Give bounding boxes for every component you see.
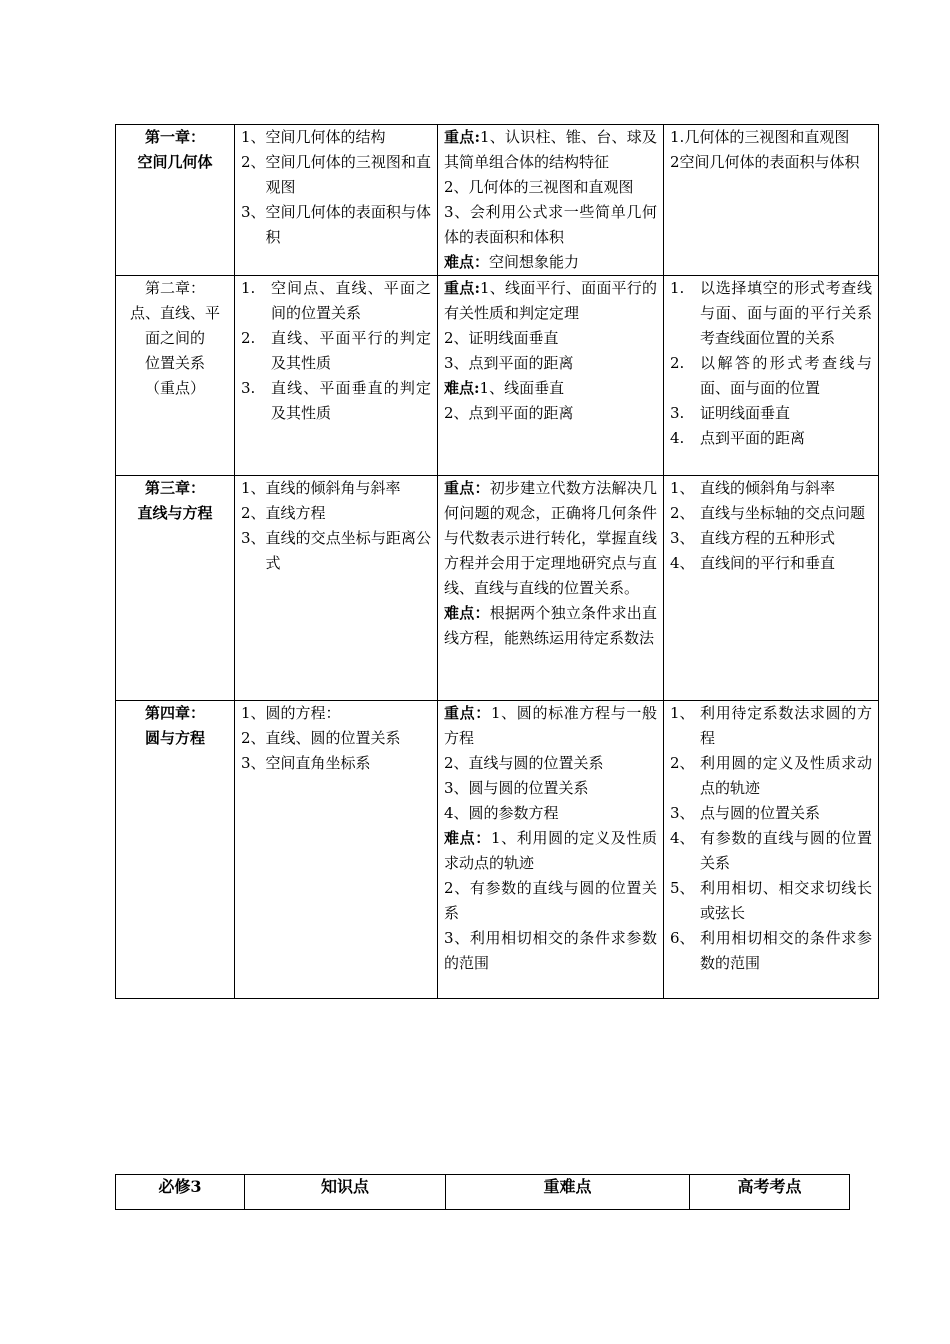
list-item [670,501,872,526]
item-number: 2、 [241,729,266,747]
header-cell-key-difficult: 重难点 [446,1175,690,1210]
chapter-cell [116,276,235,476]
list-item [241,376,431,426]
chapter-number: 第二章： [144,279,205,297]
header-cell-knowledge: 知识点 [245,1175,446,1210]
chapter-name: 点、直线、平 [129,304,220,322]
difficult-text: 1、利用圆的定义及性质求动点的轨迹 [444,829,657,872]
item-list [670,276,872,451]
list-item [670,876,872,926]
difficult-text: 2、有参数的直线与圆的位置关系 [444,879,657,922]
item-text: 利用待定系数法求圆的方程 [700,704,872,747]
key-text: 2、几何体的三视图和直观图 [444,178,634,196]
item-text: 空间几何体的三视图和直观图 [265,153,431,196]
item-list [241,476,431,576]
item-list [241,125,431,250]
list-item [670,426,872,451]
item-number: 3. [670,404,685,422]
chapter-number: 第三章： [144,479,205,497]
item-number: 3、 [241,754,266,772]
list-item [241,476,431,501]
item-text: 直线、平面垂直的判定及其性质 [271,379,431,422]
item-number: 1. [241,279,256,297]
chapter-cell [116,125,235,276]
key-text: 2、证明线面垂直 [444,329,559,347]
item-text: 直线、平面平行的判定及其性质 [271,329,431,372]
item-number: 3. [241,379,256,397]
header-cell-exam-points: 高考考点 [690,1175,850,1210]
list-item [241,276,431,326]
list-item [670,526,872,551]
item-text: 点到平面的距离 [700,429,806,447]
item-text: 空间几何体的表面积与体积 [679,153,860,171]
exam-points-cell [664,125,879,276]
key-label: 重点: [444,279,480,297]
item-text: 证明线面垂直 [700,404,791,422]
list-item [241,701,431,726]
list-item [241,501,431,526]
key-label: 重点： [444,479,490,497]
item-number: 2、 [241,153,266,171]
item-text: 有参数的直线与圆的位置关系 [700,829,872,872]
key-text: 2、直线与圆的位置关系 [444,754,604,772]
key-points [444,125,657,250]
difficult-label: 难点: [444,379,480,397]
item-text: 空间几何体的结构 [265,128,386,146]
item-text: 利用相切相交的条件求参数的范围 [700,929,872,972]
key-label: 重点： [444,704,491,722]
item-number: 2、 [670,754,695,772]
chapter-number: 第四章： [144,704,205,722]
item-number: 1、 [670,479,695,497]
key-text: 1、圆的标准方程与一般方程 [444,704,657,747]
list-item [241,726,431,751]
item-number: 3、 [241,203,266,221]
item-text: 直线与坐标轴的交点问题 [700,504,866,522]
item-list [241,276,431,426]
difficult-text: 2、点到平面的距离 [444,404,574,422]
list-item [670,826,872,876]
key-difficult-cell [438,125,664,276]
difficult-label: 难点： [444,604,490,622]
key-text: 1、认识柱、锥、台、球及其简单组合体的结构特征 [444,128,658,171]
item-number: 1. [670,128,685,146]
list-item [241,125,431,150]
header-cell-course: 必修3 [116,1175,245,1210]
chapter-name: 空间几何体 [137,153,213,171]
knowledge-cell [235,125,438,276]
list-item [241,200,431,250]
chapter-cell [116,701,235,999]
list-item [241,326,431,376]
item-text: 利用圆的定义及性质求动点的轨迹 [700,754,872,797]
key-difficult-cell [438,476,664,701]
key-text: 3、圆与圆的位置关系 [444,779,589,797]
difficult-points [444,601,657,651]
list-item [670,150,872,175]
item-number: 1、 [670,704,695,722]
chapter-row [116,125,879,276]
item-text: 几何体的三视图和直观图 [684,128,850,146]
item-text: 直线、圆的位置关系 [265,729,401,747]
item-number: 2、 [670,504,695,522]
chapter-name: 位置关系 [144,354,205,372]
item-text: 直线的交点坐标与距离公式 [265,529,431,572]
difficult-text: 空间想象能力 [489,253,580,271]
item-number: 2. [670,354,685,372]
list-item [670,551,872,576]
item-text: 空间直角坐标系 [265,754,371,772]
item-number: 3、 [670,529,695,547]
key-text: 1、线面平行、面面平行的有关性质和判定定理 [444,279,658,322]
knowledge-cell [235,476,438,701]
list-item [670,926,872,976]
item-text: 空间几何体的表面积与体积 [265,203,431,246]
list-item [241,150,431,200]
key-text: 初步建立代数方法解决几何问题的观念，正确将几何条件与代数表示进行转化，掌握直线方程并会用于定理地研究点与直线、直线与直线的位置关系。 [444,479,657,597]
exam-points-cell [664,276,879,476]
key-points [444,701,657,826]
item-text: 圆的方程： [265,704,341,722]
list-item [670,125,872,150]
item-list [670,701,872,976]
key-points [444,476,657,601]
list-item [670,751,872,801]
item-text: 直线方程的五种形式 [700,529,836,547]
list-item [670,801,872,826]
difficult-points [444,376,657,426]
item-number: 4. [670,429,685,447]
difficult-text: 1、线面垂直 [479,379,565,397]
item-text: 空间点、直线、平面之间的位置关系 [271,279,431,322]
list-item [670,476,872,501]
item-number: 1、 [241,128,266,146]
item-number: 1、 [241,704,266,722]
knowledge-cell [235,701,438,999]
item-number: 3、 [241,529,266,547]
exam-points-cell [664,701,879,999]
item-text: 直线的倾斜角与斜率 [265,479,401,497]
curriculum-table [115,124,879,999]
difficult-points [444,826,657,976]
item-number: 1、 [241,479,266,497]
key-difficult-cell [438,701,664,999]
difficult-text: 根据两个独立条件求出直线方程，能熟练运用待定系数法 [444,604,657,647]
chapter-name: 直线与方程 [137,504,213,522]
chapter-name: 面之间的 [144,329,205,347]
chapter-row [116,476,879,701]
key-text: 3、点到平面的距离 [444,354,574,372]
key-difficult-cell [438,276,664,476]
key-points [444,276,657,376]
item-list [670,125,872,175]
item-number: 2 [670,153,680,171]
difficult-points [444,250,657,275]
item-list [670,476,872,576]
key-text: 3、会利用公式求一些简单几何体的表面积和体积 [444,203,657,246]
chapter-number: 第一章： [144,128,205,146]
difficult-label: 难点： [444,829,491,847]
chapter-cell [116,476,235,701]
list-item [241,526,431,576]
chapter-name: （重点） [144,379,205,397]
header-row [116,1175,850,1210]
item-text: 以解答的形式考查线与面、面与面的位置 [700,354,872,397]
item-number: 4、 [670,829,695,847]
chapter-row [116,701,879,999]
item-list [241,701,431,776]
list-item [670,351,872,401]
item-number: 5、 [670,879,695,897]
list-item [670,401,872,426]
item-text: 直线的倾斜角与斜率 [700,479,836,497]
list-item [241,751,431,776]
item-text: 利用相切、相交求切线长或弦长 [700,879,872,922]
exam-points-cell [664,476,879,701]
item-number: 4、 [670,554,695,572]
item-text: 点与圆的位置关系 [700,804,821,822]
item-number: 2. [241,329,256,347]
item-text: 直线方程 [265,504,326,522]
chapter-row [116,276,879,476]
key-text: 4、圆的参数方程 [444,804,559,822]
list-item [670,701,872,751]
item-number: 3、 [670,804,695,822]
item-text: 直线间的平行和垂直 [700,554,836,572]
list-item [670,276,872,351]
item-number: 2、 [241,504,266,522]
item-number: 6、 [670,929,695,947]
compulsory-3-header-table [115,1174,850,1210]
item-text: 以选择填空的形式考查线与面、面与面的平行关系考查线面位置的关系 [700,279,872,347]
difficult-label: 难点： [444,253,490,271]
difficult-text: 3、利用相切相交的条件求参数的范围 [444,929,657,972]
item-number: 1. [670,279,685,297]
chapter-name: 圆与方程 [144,729,205,747]
knowledge-cell [235,276,438,476]
key-label: 重点: [444,128,480,146]
